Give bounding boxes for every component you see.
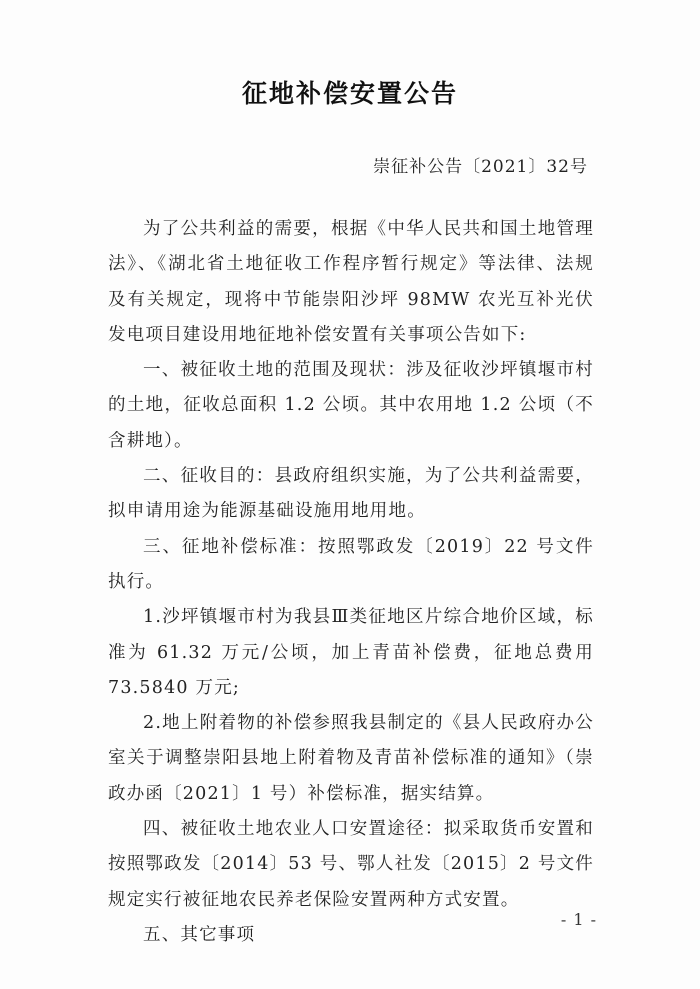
paragraph-compensation-item-1: 1.沙坪镇堰市村为我县Ⅲ类征地区片综合地价区域，标准为 61.32 万元/公顷，加上青苗补偿费，征地总费用 73.5840 万元; [108, 607, 594, 698]
document-title: 征地补偿安置公告 [241, 79, 458, 108]
paragraph-purpose: 二、征收目的：县政府组织实施，为了公共利益需要，拟申请用途为能源基础设施用地用地。 [108, 466, 594, 522]
paragraph-compensation-item-2: 2.地上附着物的补偿参照我县制定的《县人民政府办公室关于调整崇阳县地上附着物及青苗补偿标准的通知》（崇政办函〔2021〕1 号）补偿标准，据实结算。 [108, 713, 594, 804]
paragraph-compensation-standard: 三、征地补偿标准：按照鄂政发〔2019〕22 号文件执行。 [108, 536, 594, 592]
document-number: 崇征补公告〔2021〕32号 [373, 157, 588, 177]
paragraph-other-matters: 五、其它事项 [143, 924, 256, 945]
paragraph-land-scope: 一、被征收土地的范围及现状：涉及征收沙坪镇堰市村的土地，征收总面积 1.2 公顷。其中农用地 1.2 公顷（不含耕地）。 [108, 360, 594, 451]
paragraph-resettlement: 四、被征收土地农业人口安置途径：拟采取货币安置和按照鄂政发〔2014〕53 号、鄂人社发〔2015〕2 号文件规定实行被征地农民养老保险安置两种方式安置。 [108, 819, 594, 910]
paragraph-intro: 为了公共利益的需要，根据《中华人民共和国土地管理法》、《湖北省土地征收工作程序暂行规定》等法律、法规及有关规定，现将中节能崇阳沙坪 98MW 农光互补光伏发电项目建设用地征地补偿安置有关事项公告如下: [108, 219, 594, 345]
page-number: - 1 - [560, 910, 597, 929]
document-body [108, 212, 594, 953]
